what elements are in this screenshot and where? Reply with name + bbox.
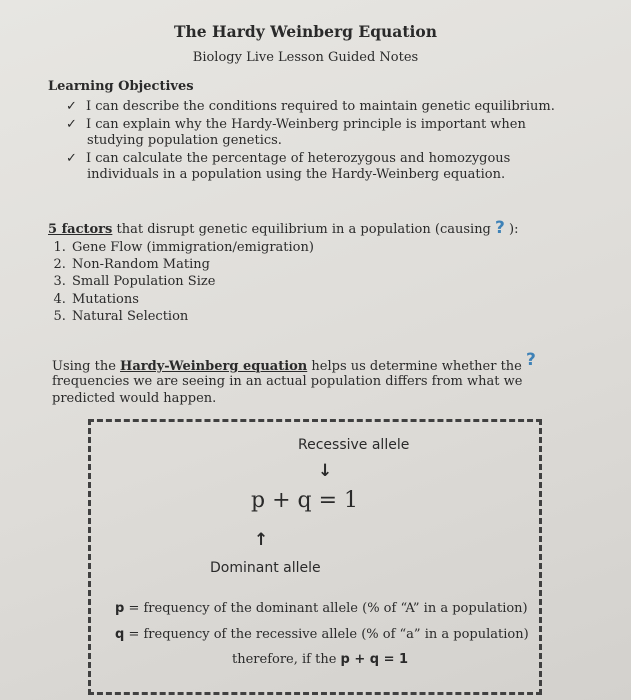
objective-text-continued: individuals in a population using the Hardy-Weinberg equation.: [87, 167, 506, 182]
factors-close: ):: [504, 222, 519, 237]
checkmark-icon: ✓: [66, 117, 77, 132]
factors-text: that disrupt genetic equilibrium in a population (causing: [112, 222, 496, 237]
list-item: 1. Gene Flow (immigration/emigration): [70, 239, 314, 256]
p-definition: [115, 601, 528, 616]
page-subtitle: Biology Live Lesson Guided Notes: [192, 50, 419, 65]
hw-term: Hardy-Weinberg equation: [120, 359, 308, 374]
hw-after-term: helps us determine whether the: [307, 359, 527, 374]
objective-item: [66, 151, 510, 183]
down-arrow-icon: ↓: [318, 461, 333, 481]
list-item: 4. Mutations: [70, 291, 314, 308]
factors-heading: [48, 218, 518, 238]
list-item: 2. Non-Random Mating: [70, 256, 314, 273]
question-mark-blank: ?: [495, 218, 505, 238]
hw-paragraph-line1: [52, 350, 536, 376]
dominant-allele-label: Dominant allele: [210, 560, 321, 576]
list-item: 5. Natural Selection: [70, 308, 314, 325]
hw-prefix: Using the: [52, 359, 121, 374]
therefore-line: [232, 652, 408, 667]
objective-text: I can explain why the Hardy-Weinberg principle is important when: [86, 117, 526, 132]
page-title: The Hardy Weinberg Equation: [173, 22, 438, 41]
checkmark-icon: ✓: [66, 99, 77, 114]
checkmark-icon: ✓: [66, 151, 77, 166]
hw-paragraph-line2: frequencies we are seeing in an actual population differs from what we: [52, 374, 523, 389]
q-definition: [115, 627, 529, 642]
q-definition-text: = frequency of the recessive allele (% of “a” in a population): [124, 627, 529, 642]
list-item: 3. Small Population Size: [70, 273, 314, 290]
q-symbol: q: [115, 627, 125, 642]
up-arrow-icon: ↑: [254, 530, 269, 550]
therefore-text: therefore, if the: [232, 652, 341, 667]
sum-expression: p + q = 1: [340, 652, 409, 667]
p-symbol: p: [115, 601, 125, 616]
objective-item: [66, 117, 526, 149]
objective-text-continued: studying population genetics.: [87, 133, 282, 148]
factors-list: [50, 239, 314, 325]
p-definition-text: = frequency of the dominant allele (% of “A” in a population): [124, 601, 528, 616]
question-mark-blank: ?: [526, 350, 536, 370]
hardy-weinberg-equation: p + q = 1: [251, 488, 359, 513]
hw-paragraph-line3: predicted would happen.: [52, 391, 217, 406]
objective-text: I can calculate the percentage of heterozygous and homozygous: [86, 151, 511, 166]
recessive-allele-label: Recessive allele: [298, 437, 410, 453]
factors-count-label: 5 factors: [48, 222, 113, 237]
objective-item: [66, 99, 555, 115]
objective-text: I can describe the conditions required to maintain genetic equilibrium.: [86, 99, 555, 114]
learning-objectives-heading: Learning Objectives: [48, 79, 194, 94]
